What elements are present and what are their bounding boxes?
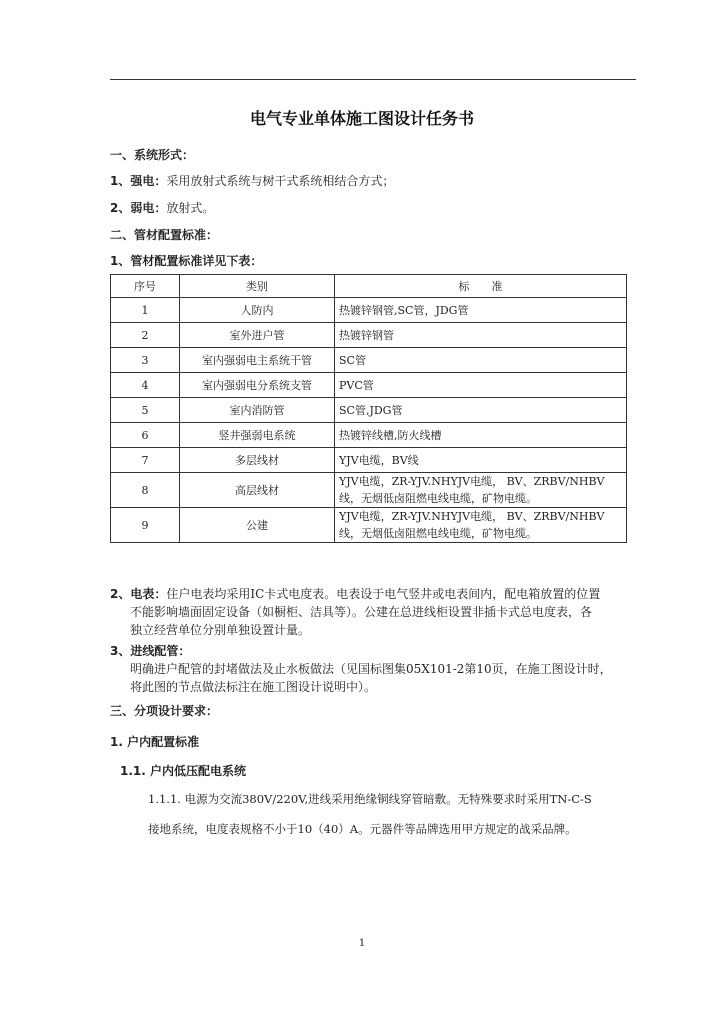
table-header-cell: 类别 <box>180 275 335 298</box>
table-cell: 室内强弱电分系统支管 <box>180 373 335 398</box>
meter-paragraph <box>110 585 650 639</box>
item-weak-label: 2、弱电： <box>110 201 167 215</box>
heading-1: 1. 户内配置标准 <box>110 735 200 749</box>
table-row <box>111 323 627 348</box>
table-cell: 热镀锌钢管 <box>335 323 627 348</box>
item-strong-text: 采用放射式系统与树干式系统相结合方式； <box>166 174 395 188</box>
table-cell: 2 <box>111 323 180 348</box>
table-cell: 人防内 <box>180 298 335 323</box>
document-title: 电气专业单体施工图设计任务书 <box>249 109 474 128</box>
table-row <box>111 423 627 448</box>
item-strong-label: 1、强电： <box>110 174 167 188</box>
table-header-cell: 标 准 <box>335 275 627 298</box>
section-2-heading: 二、管材配置标准： <box>110 228 219 242</box>
section-1-heading: 一、系统形式： <box>110 148 195 162</box>
table-cell: 9 <box>111 508 180 543</box>
table-row <box>111 448 627 473</box>
meter-label: 2、电表： <box>110 587 167 601</box>
heading-1-1: 1.1. 户内低压配电系统 <box>120 764 246 778</box>
table-cell: 热镀锌线槽,防火线槽 <box>335 423 627 448</box>
table-cell: 7 <box>111 448 180 473</box>
table-cell: 竖井强弱电系统 <box>180 423 335 448</box>
table-row <box>111 398 627 423</box>
pipe-standard-table <box>110 274 627 543</box>
item-strong-current <box>110 173 394 189</box>
table-cell: SC管 <box>335 348 627 373</box>
table-row <box>111 508 627 543</box>
table-row <box>111 373 627 398</box>
table-cell: PVC管 <box>335 373 627 398</box>
wiring-paragraph <box>110 642 650 696</box>
meter-text-1: 住户电表均采用IC卡式电度表。电表设于电气竖井或电表间内，配电箱放置的位置 <box>166 587 601 601</box>
table-row <box>111 298 627 323</box>
table-header-cell: 序号 <box>111 275 180 298</box>
meter-line-1 <box>110 585 650 603</box>
table-cell: 1 <box>111 298 180 323</box>
table-row <box>111 348 627 373</box>
table-cell: 室内强弱电主系统干管 <box>180 348 335 373</box>
table-cell: SC管,JDG管 <box>335 398 627 423</box>
wiring-line-2: 将此图的节点做法标注在施工图设计说明中）。 <box>130 680 377 694</box>
table-cell: 公建 <box>180 508 335 543</box>
pipe-standard-subheading: 1、管材配置标准详见下表： <box>110 254 263 268</box>
table-cell: 4 <box>111 373 180 398</box>
table-cell: 3 <box>111 348 180 373</box>
table-cell: YJV电缆，BV线 <box>335 448 627 473</box>
wiring-line-1: 明确进户配管的封堵做法及止水板做法（见国标图集05X101-2第10页，在施工图设计时， <box>130 662 612 676</box>
table-cell: 室外进户管 <box>180 323 335 348</box>
para-1-1-1-line-1: 1.1.1. 电源为交流380V/220V,进线采用绝缘铜线穿管暗敷。无特殊要求时采用TN-C-S <box>148 792 592 806</box>
table-cell: 高层线材 <box>180 473 335 508</box>
table-cell: YJV电缆，ZR-YJV.NHYJV电缆， BV、ZRBV/NHBV线，无烟低卤阻燃电线电缆，矿物电缆。 <box>335 508 627 543</box>
wiring-label: 3、进线配管： <box>110 644 191 658</box>
meter-line-3: 独立经营单位分别单独设置计量。 <box>130 623 311 637</box>
header-rule <box>110 79 636 80</box>
item-weak-current <box>110 200 214 216</box>
table-cell: 热镀锌钢管,SC管，JDG管 <box>335 298 627 323</box>
table-cell: 多层线材 <box>180 448 335 473</box>
table-row <box>111 473 627 508</box>
table-cell: YJV电缆，ZR-YJV.NHYJV电缆， BV、ZRBV/NHBV线，无烟低卤阻燃电线电缆，矿物电缆。 <box>335 473 627 508</box>
meter-line-2: 不能影响墙面固定设备（如橱柜、洁具等）。公建在总进线柜设置非插卡式总电度表，各 <box>130 605 593 619</box>
table-cell: 8 <box>111 473 180 508</box>
table-cell: 室内消防管 <box>180 398 335 423</box>
table-cell: 6 <box>111 423 180 448</box>
page-number: 1 <box>358 938 366 949</box>
section-3-heading: 三、分项设计要求： <box>110 704 219 718</box>
table-cell: 5 <box>111 398 180 423</box>
para-1-1-1-line-2: 接地系统，电度表规格不小于10（40）A。元器件等品牌选用甲方规定的战采品牌。 <box>148 822 577 836</box>
table-header-row <box>111 275 627 298</box>
item-weak-text: 放射式。 <box>166 201 215 215</box>
